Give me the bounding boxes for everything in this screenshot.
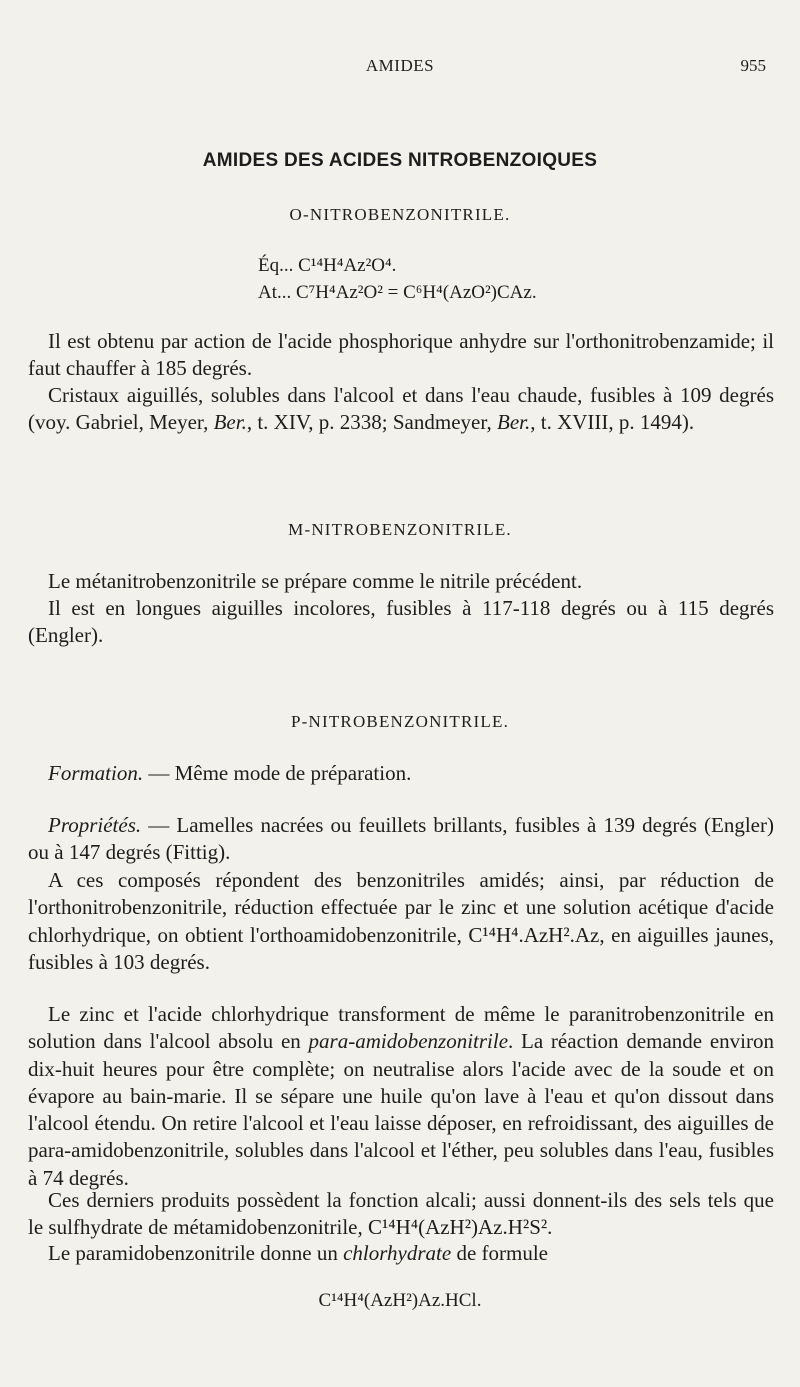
chlorhydrate-paragraph <box>28 1240 774 1267</box>
meta-heading: M-NITROBENZONITRILE. <box>288 520 512 539</box>
page-number: 955 <box>740 56 766 75</box>
para-heading: P-NITROBENZONITRILE. <box>290 712 510 731</box>
para-amido-name: para-amidobenzonitrile <box>308 1029 509 1054</box>
formation-paragraph <box>28 760 774 787</box>
page-header <box>0 52 800 82</box>
ortho-heading: O-NITROBENZONITRILE. <box>289 205 511 224</box>
ortho-eq-formula <box>258 255 396 277</box>
formation-text: — Même mode de préparation. <box>143 761 412 785</box>
final-formula: C¹⁴H⁴(AzH²)Az.HCl. <box>318 1290 482 1311</box>
ortho-p2-mid: , t. XIV, p. 2338; Sandmeyer, <box>246 410 492 435</box>
at-formula: C⁷H⁴Az²O² = C⁶H⁴(AzO²)CAz. <box>296 282 537 303</box>
ortho-paragraph-2 <box>28 382 774 437</box>
para-amido-paragraph <box>28 1001 774 1192</box>
chlor-start: Le paramidobenzonitrile donne un <box>48 1241 338 1265</box>
at-label: At... <box>258 282 292 303</box>
ortho-at-formula <box>258 282 537 304</box>
proprietes-label: Propriétés. <box>48 813 142 837</box>
section-title: AMIDES DES ACIDES NITROBENZOIQUES <box>202 150 598 171</box>
ortho-p2-end: , t. XVIII, p. 1494). <box>530 410 695 435</box>
eq-label: Éq... <box>258 255 294 276</box>
formation-label: Formation. <box>48 761 144 785</box>
proprietes-text: — Lamelles nacrées ou feuillets brillants, fusibles à 139 degrés (Engler) ou à 147 degrés (Fittig). <box>28 813 774 865</box>
ber-citation-1: Ber. <box>213 410 247 435</box>
ortho-amido-paragraph: A ces composés répondent des benzonitriles amidés; ainsi, par réduction de l'orthonitrobenzonitrile, réduction effectuée par le zinc et une solution acétique d'acide chlorhydrique, on obtient l'orthoamidobenzonitrile, C¹⁴H⁴.AzH².Az, en aiguilles jaunes, fusibles à 103 degrés. <box>28 868 774 974</box>
chlorhydrate-term: chlorhydrate <box>343 1241 452 1265</box>
ortho-p2-start: Cristaux aiguillés, solubles dans l'alcool et dans l'eau chaude, fusibles à 109 degrés (voy. Gabriel, Meyer, <box>28 383 774 435</box>
proprietes-paragraph <box>28 812 774 867</box>
chlor-end: de formule <box>456 1241 548 1265</box>
ber-citation-2: Ber. <box>497 410 531 435</box>
ortho-paragraph-1: Il est obtenu par action de l'acide phosphorique anhydre sur l'orthonitrobenzamide; il faut chauffer à 185 degrés. <box>28 329 774 381</box>
para-amido-end: . La réaction demande environ dix-huit heures pour être complète; on neutralise alors l'acide avec de la soude et on évapore au bain-marie. Il se sépare une huile qu'on lave à l'eau et qu'on dissout dans l'alcool étendu. On retire l'alcool et l'eau laisse déposer, en refroidissant, des aiguilles de para-amidobenzonitrile, solubles dans l'alcool et l'éther, peu solubles dans l'eau, fusibles à 74 degrés. <box>28 1029 775 1190</box>
meta-paragraph-1: Le métanitrobenzonitrile se prépare comme le nitrile précédent. <box>48 569 583 593</box>
eq-formula: C¹⁴H⁴Az²O⁴. <box>298 255 397 276</box>
alcali-paragraph: Ces derniers produits possèdent la fonction alcali; aussi donnent-ils des sels tels que le sulfhydrate de métamidobenzonitrile, C¹⁴H⁴(AzH²)Az.H²S². <box>28 1188 774 1240</box>
meta-paragraph-2: Il est en longues aiguilles incolores, fusibles à 117-118 degrés ou à 115 degrés (Engler). <box>28 596 774 648</box>
para-amido-start: Le zinc et l'acide chlorhydrique transforment de même le paranitrobenzonitrile en solution dans l'alcool absolu en <box>28 1002 774 1054</box>
running-title: AMIDES <box>365 56 435 75</box>
